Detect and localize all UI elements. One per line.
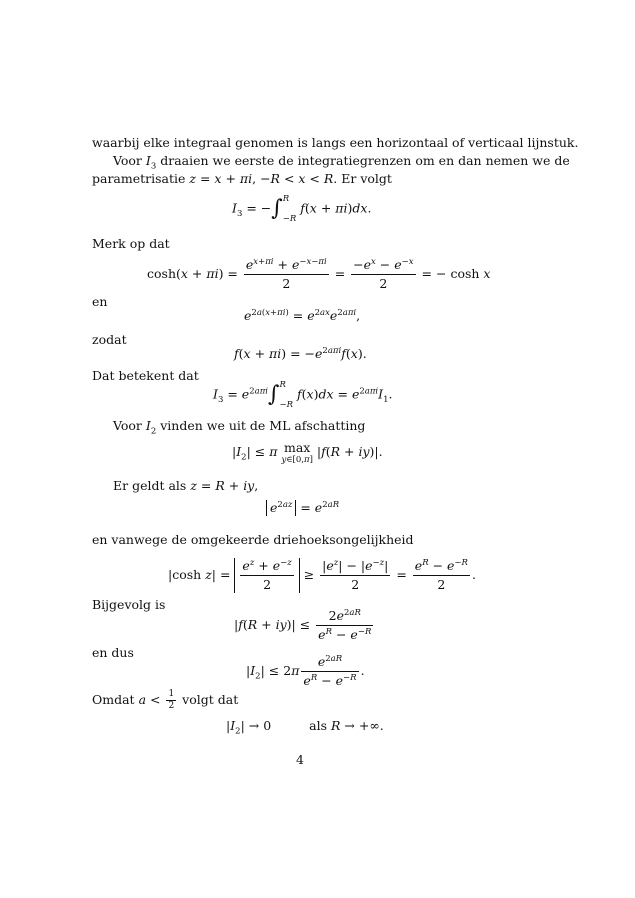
text-fragment: parametrisatie xyxy=(92,171,186,186)
paragraph-line: parametrisatie z = x + πi, −R < x < R. Er volgt xyxy=(92,171,392,186)
equation-i3-result: $I_3 = e^{2a\pi i}\int$ R −R $f(x)dx = e^{2a\pi i}I_1$. xyxy=(213,380,393,410)
equation-exp: $e^{2a(x+\pi i)} = e^{2ax}e^{2a\pi i}$, xyxy=(244,307,361,323)
text-fragment: vinden we uit de ML afschatting xyxy=(160,418,366,433)
equation-bound-f: |f(R + iy)| ≤ $\frac{2e^{2aR}}{e^R - e^{-R}}$ xyxy=(234,607,372,642)
equation-cosh: cosh(x + πi) = $\frac{e^{x+\pi i} + e^{-x-\pi i}}{2}$ = $\frac{-e^x - e^{-x}}{2}$ = − cosh x xyxy=(147,256,491,291)
text-fragment: als xyxy=(309,718,328,733)
text-fragment: volgt dat xyxy=(182,692,239,707)
text-fragment: draaien we eerste de integratiegrenzen om en dan nemen we de xyxy=(160,153,570,168)
paragraph-line: waarbij elke integraal genomen is langs een horizontaal of verticaal lijnstuk. xyxy=(92,135,579,150)
paragraph-line: Dat betekent dat xyxy=(92,368,199,383)
text-fragment: Er volgt xyxy=(341,171,392,186)
equation-bound-i2: $|I_2| \le 2\pi$ $\frac{e^{2aR}}{e^R - e^{-R}}$ . xyxy=(246,653,365,688)
paragraph-line: Voor $I_2$ vinden we uit de ML afschatting xyxy=(113,418,366,437)
paragraph-line: zodat xyxy=(92,332,127,347)
paragraph-line: Merk op dat xyxy=(92,236,170,251)
paragraph-line: Omdat a < $\frac{1}{2}$ volgt dat xyxy=(92,689,239,711)
equation-f: $f(x + \pi i) = -e^{2a\pi i}f(x)$. xyxy=(234,345,367,361)
equation-abs-exp: $e^{2az} = e^{2aR}$ xyxy=(266,500,339,516)
equation-limit: $|I_2| \to 0$ als R → +∞. xyxy=(226,718,384,737)
text-fragment: Voor xyxy=(113,418,142,433)
equation-ml: $|I_2| \le \pi$ max y∈[0,π] |f(R + iy)|. xyxy=(232,440,383,465)
paragraph-line: en dus xyxy=(92,645,134,660)
page-number: 4 xyxy=(296,752,304,767)
paragraph-line: en vanwege de omgekeerde driehoeksongelijkheid xyxy=(92,532,414,547)
paragraph-line: Bijgevolg is xyxy=(92,597,166,612)
paragraph-line: en xyxy=(92,294,108,309)
text-fragment: Omdat xyxy=(92,692,135,707)
paragraph-line: Er geldt als z = R + iy, xyxy=(113,478,259,493)
equation-triangle: |cosh z| = $\frac{e^z + e^{-z}}{2}$ ≥ $\frac{|e^z| - |e^{-z}|}{2}$ = $\frac{e^R - e^{-R}}{2}$ . xyxy=(168,557,476,592)
paragraph-line: Voor $I_3$ draaien we eerste de integratiegrenzen om en dan nemen we de xyxy=(113,153,570,172)
text-fragment: Er geldt als xyxy=(113,478,187,493)
equation-i3: $I_3$ = −∫ R −R f(x + πi)dx. xyxy=(232,194,372,224)
text-fragment: Voor xyxy=(113,153,142,168)
